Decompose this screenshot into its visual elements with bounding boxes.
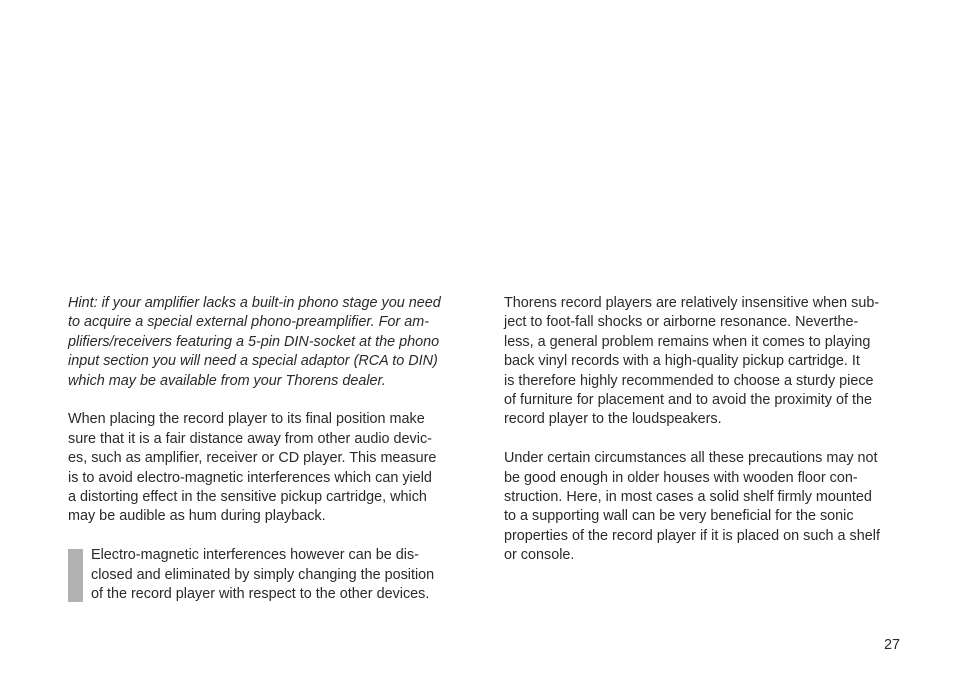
left-column: [68, 294, 464, 604]
note-paragraph: Electro-magnetic interferences however can be dis- closed and eliminated by simply changing the position of the record player with respect to the other devices.: [91, 547, 435, 603]
placement-paragraph: When placing the record player to its final position make sure that it is a fair distance away from other audio devic- es, such as amplifier, receiver or CD player. This measure is to avoid electro-magnetic interferences which can yield a distorting effect in the sensitive pickup cartridge, which may be audible as hum during playback.: [68, 411, 437, 525]
page-number: 27: [883, 637, 900, 653]
hint-paragraph: Hint: if your amplifier lacks a built-in phono stage you need to acquire a special external phono-preamplifier. For am- plifiers/receivers featuring a 5-pin DIN-socket at the phono input section you will need a special adaptor (RCA to DIN) which may be available from your Thorens dealer.: [68, 295, 441, 389]
note-marker-bar: [68, 549, 83, 602]
right-column: [504, 294, 900, 566]
insensitivity-paragraph: Thorens record players are relatively insensitive when sub- ject to foot-fall shocks or airborne resonance. Neverthe- less, a general problem remains when it comes to playing back vinyl records with a high-quality pickup cartridge. It is therefore highly recommended to choose a sturdy piece of furniture for placement and to avoid the proximity of the record player to the loudspeakers.: [504, 295, 880, 428]
circumstances-paragraph: Under certain circumstances all these precautions may not be good enough in older houses with wooden floor con- struction. Here, in most cases a solid shelf firmly mounted to a supporting wall can be very beneficial for the sonic properties of the record player if it is placed on such a shelf or console.: [504, 450, 880, 564]
note-block: [68, 546, 464, 604]
